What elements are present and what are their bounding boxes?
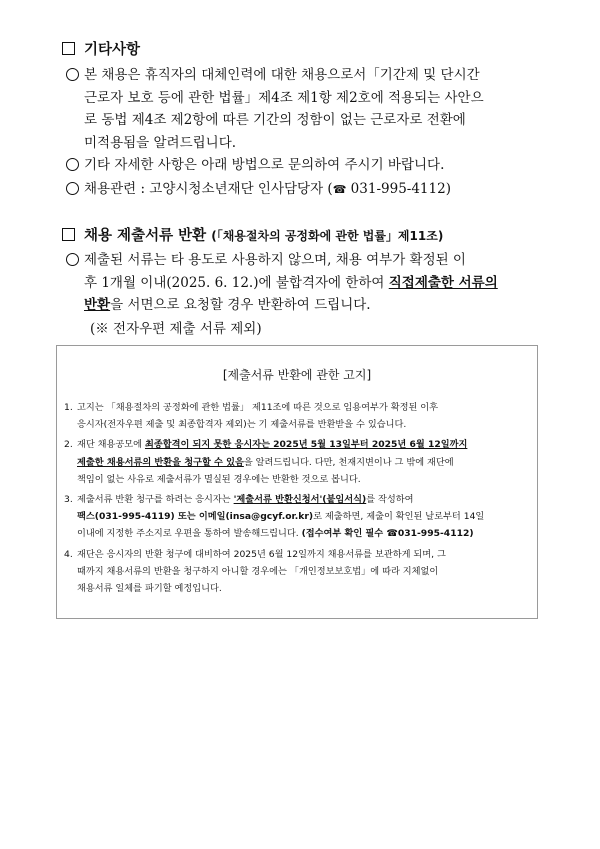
circle-bullet-icon bbox=[66, 68, 79, 81]
notice-title: [제출서류 반환에 관한 고지] bbox=[222, 368, 372, 382]
list-item: 기타 자세한 사항은 아래 방법으로 문의하여 주시기 바랍니다. bbox=[66, 154, 544, 177]
phone-icon: ☎ bbox=[332, 183, 347, 196]
notice-item: 4. 재단은 응시자의 반환 청구에 대비하여 2025년 6월 12일까지 채용서류를 보관하게 되며, 그 때까지 채용서류의 반환을 청구하지 아니할 경우에는 「개인정보보호법」에 따라 지체없이 채용서류 일체를 파기할 예정입니다. bbox=[64, 548, 446, 595]
text-line: 로 동법 제4조 제2항에 따른 기간의 정함이 없는 근로자로 전환에 bbox=[84, 112, 466, 128]
text-line: 미적용됨을 알려드립니다. bbox=[84, 134, 237, 151]
circle-bullet-icon bbox=[66, 253, 79, 266]
text-line: 근로자 보호 등에 관한 법률」제4조 제1항 제2호에 적용되는 사안으 bbox=[84, 89, 484, 106]
section-title-document-return: 채용 제출서류 반환 (「채용절차의 공정화에 관한 법률」제11조) bbox=[62, 226, 443, 246]
checkbox-square-icon bbox=[62, 42, 75, 55]
list-item: 제출된 서류는 타 용도로 사용하지 않으며, 채용 여부가 확정된 이 후 1개월 이내(2025. 6. 12.)에 불합격자에 한하여 직접제출한 서류의 반환을 서면으로 요청할 경우 반환하여 드립니다. bbox=[66, 249, 544, 317]
notice-item: 3. 제출서류 반환 청구를 하려는 응시자는 '제출서류 반환신청서'(붙임서식)를 작성하여 팩스(031-995-4119) 또는 이메일(insa@gcyf.or.kr)로 제출하면, 제출이 확인된 날로부터 14일 이내에 지정한 주소지로 우편을 통하여 발송해드립니다. (접수여부 확인 필수 ☎031-995-4112) bbox=[64, 494, 485, 540]
circle-bullet-icon bbox=[66, 158, 79, 171]
checkbox-square-icon bbox=[62, 228, 75, 241]
list-item: 채용관련 : 고양시청소년재단 인사담당자 (☎ 031-995-4112) bbox=[66, 178, 544, 202]
notice-item: 1. 고지는 「채용절차의 공정화에 관한 법률」 제11조에 따른 것으로 임용여부가 확정된 이후 응시자(전자우편 제출 및 최종합격자 제외)는 기 제출서류를 반환받을 수 있습니다. bbox=[64, 402, 439, 431]
emphasis-text: 반환 bbox=[84, 297, 111, 313]
notice-item: 2. 재단 채용공모에 최종합격이 되지 못한 응시자는 2025년 5월 13일부터 2025년 6월 12일까지 제출한 채용서류의 반환을 청구할 수 있음을 알려드립니다. 다만, 천재지변이나 그 밖에 재단에 책임이 없는 사유로 제출서류가 멸실된 경우에는 반환한 것으로 봅니다. bbox=[64, 439, 468, 485]
notice-box bbox=[56, 345, 538, 619]
note-text: (※ 전자우편 제출 서류 제외) bbox=[90, 321, 262, 337]
text-line: 제출된 서류는 타 용도로 사용하지 않으며, 채용 여부가 확정된 이 bbox=[84, 252, 466, 268]
circle-bullet-icon bbox=[66, 182, 79, 195]
section-title-etc: 기타사항 bbox=[62, 40, 140, 60]
emphasis-text: 직접제출한 서류의 bbox=[388, 274, 498, 291]
text-line: 본 채용은 휴직자의 대체인력에 대한 채용으로서「기간제 및 단시간 bbox=[84, 67, 480, 83]
list-item bbox=[66, 64, 544, 154]
notice-list bbox=[64, 399, 534, 600]
